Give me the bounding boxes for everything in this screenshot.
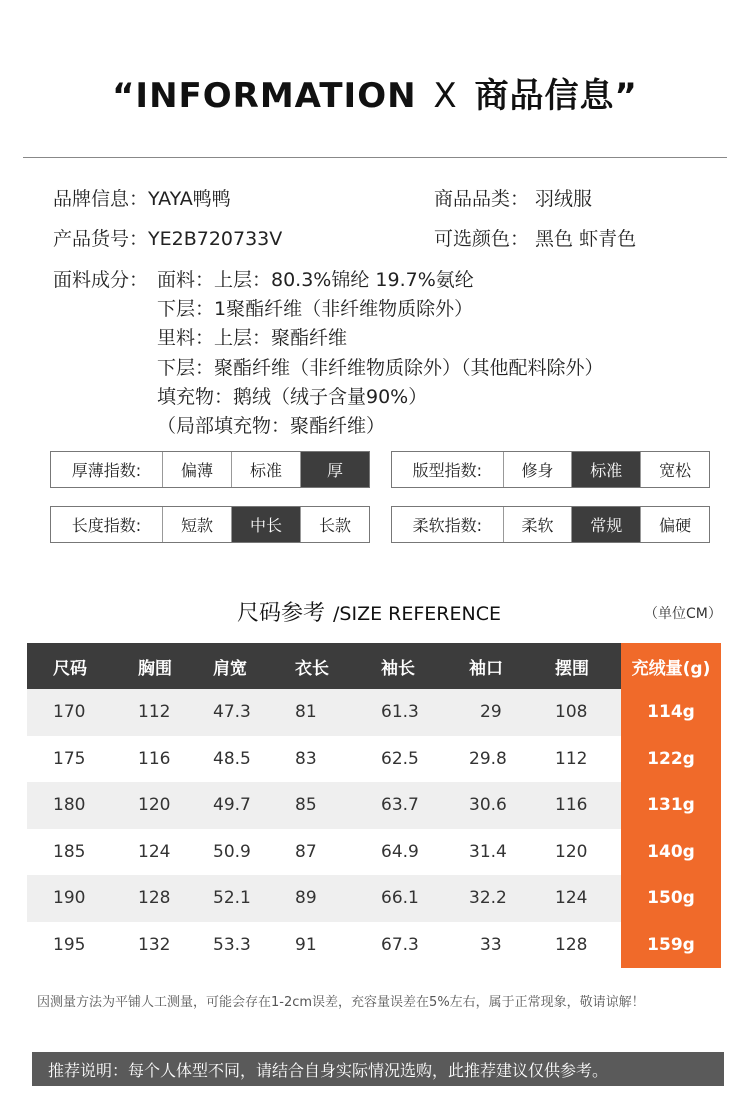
fit-index xyxy=(391,451,710,488)
table-row xyxy=(27,922,721,969)
fill-cell: 150g xyxy=(621,875,721,922)
index-option-selected: 厚 xyxy=(300,452,369,487)
table-cell: 50.9 xyxy=(213,841,251,862)
colors-info: 可选颜色： 黑色 虾青色 xyxy=(434,228,637,250)
index-option: 柔软 xyxy=(503,507,572,542)
table-cell: 170 xyxy=(53,702,86,723)
sku-info: 产品货号：YE2B720733V xyxy=(53,228,283,250)
fabric-line: （局部填充物：聚酯纤维） xyxy=(157,415,386,437)
table-cell: 112 xyxy=(138,702,171,723)
fabric-line: 填充物：鹅绒（绒子含量90%） xyxy=(157,386,428,408)
table-row xyxy=(27,829,721,876)
length-index xyxy=(50,506,370,543)
table-cell: 89 xyxy=(295,888,317,909)
table-row xyxy=(27,875,721,922)
table-cell: 132 xyxy=(138,934,171,955)
table-cell: 175 xyxy=(53,748,86,769)
brand-info: 品牌信息：YAYA鸭鸭 xyxy=(53,188,231,210)
unit-note: （单位CM） xyxy=(644,606,722,622)
table-row xyxy=(27,689,721,736)
table-cell: 128 xyxy=(138,888,171,909)
table-cell: 53.3 xyxy=(213,934,251,955)
table-cell: 195 xyxy=(53,934,86,955)
index-option: 长款 xyxy=(300,507,369,542)
table-cell: 63.7 xyxy=(381,795,419,816)
table-cell: 116 xyxy=(555,795,588,816)
table-row xyxy=(27,782,721,829)
header-cell: 胸围 xyxy=(138,658,172,679)
index-label: 长度指数: xyxy=(71,516,142,535)
table-cell: 29.8 xyxy=(469,748,507,769)
index-label: 版型指数: xyxy=(412,461,483,480)
fill-cell: 122g xyxy=(621,736,721,783)
header-cell: 袖口 xyxy=(469,658,503,679)
table-cell: 180 xyxy=(53,795,86,816)
category-info: 商品品类： 羽绒服 xyxy=(434,188,593,210)
table-cell: 30.6 xyxy=(469,795,507,816)
table-cell: 61.3 xyxy=(381,702,419,723)
index-label: 厚薄指数: xyxy=(71,461,142,480)
table-cell: 185 xyxy=(53,841,86,862)
table-cell: 81 xyxy=(295,702,317,723)
table-cell: 67.3 xyxy=(381,934,419,955)
divider xyxy=(23,157,727,158)
table-cell: 83 xyxy=(295,748,317,769)
table-cell: 64.9 xyxy=(381,841,419,862)
table-cell: 116 xyxy=(138,748,171,769)
header-cell: 袖长 xyxy=(381,658,415,679)
table-cell: 108 xyxy=(555,702,588,723)
fill-cell: 131g xyxy=(621,782,721,829)
title-en: “INFORMATION xyxy=(112,76,417,116)
size-table xyxy=(27,643,721,968)
index-option-selected: 标准 xyxy=(571,452,640,487)
index-option: 修身 xyxy=(503,452,572,487)
table-cell: 32.2 xyxy=(469,888,507,909)
table-cell: 91 xyxy=(295,934,317,955)
table-cell: 29 xyxy=(480,702,502,723)
header-cell: 衣长 xyxy=(295,658,329,679)
index-option-selected: 常规 xyxy=(571,507,640,542)
fill-cell: 114g xyxy=(621,689,721,736)
recommendation-text: 推荐说明：每个人体型不同，请结合自身实际情况选购，此推荐建议仅供参考。 xyxy=(48,1060,609,1080)
size-title xyxy=(237,596,501,627)
index-label: 柔软指数: xyxy=(412,516,483,535)
softness-index xyxy=(391,506,710,543)
recommendation-banner xyxy=(32,1052,724,1086)
table-cell: 124 xyxy=(138,841,171,862)
size-title-cn: 尺码参考 xyxy=(237,601,326,626)
table-header xyxy=(27,643,721,689)
thickness-index xyxy=(50,451,370,488)
table-cell: 33 xyxy=(480,934,502,955)
fill-cell: 159g xyxy=(621,922,721,969)
header-cell-fill: 充绒量(g) xyxy=(621,643,721,689)
fabric-line: 下层：1聚酯纤维（非纤维物质除外） xyxy=(157,298,474,320)
index-option: 宽松 xyxy=(640,452,709,487)
size-title-en: /SIZE REFERENCE xyxy=(333,603,501,625)
table-cell: 49.7 xyxy=(213,795,251,816)
table-cell: 112 xyxy=(555,748,588,769)
table-cell: 48.5 xyxy=(213,748,251,769)
fabric-line: 里料：上层：聚酯纤维 xyxy=(157,327,348,349)
fabric-line: 面料：上层：80.3%锦纶 19.7%氨纶 xyxy=(157,269,474,291)
table-cell: 62.5 xyxy=(381,748,419,769)
table-cell: 87 xyxy=(295,841,317,862)
measurement-note: 因测量方法为平铺人工测量，可能会存在1-2cm误差，充容量误差在5%左右，属于正常现象，敬请谅解！ xyxy=(37,995,645,1010)
table-cell: 66.1 xyxy=(381,888,419,909)
index-option-selected: 中长 xyxy=(231,507,300,542)
index-option: 偏薄 xyxy=(162,452,231,487)
table-cell: 31.4 xyxy=(469,841,507,862)
fill-cell: 140g xyxy=(621,829,721,876)
title-cn: 商品信息” xyxy=(474,76,638,116)
table-cell: 190 xyxy=(53,888,86,909)
table-cell: 52.1 xyxy=(213,888,251,909)
table-cell: 120 xyxy=(138,795,171,816)
table-cell: 124 xyxy=(555,888,588,909)
header-cell: 肩宽 xyxy=(213,658,247,679)
table-cell: 128 xyxy=(555,934,588,955)
table-cell: 47.3 xyxy=(213,702,251,723)
index-option: 标准 xyxy=(231,452,300,487)
table-cell: 120 xyxy=(555,841,588,862)
table-cell: 85 xyxy=(295,795,317,816)
fabric-line: 下层：聚酯纤维（非纤维物质除外）（其他配料除外） xyxy=(157,357,604,379)
header-cell: 摆围 xyxy=(555,658,589,679)
fabric-label: 面料成分： xyxy=(53,269,149,291)
header-cell: 尺码 xyxy=(53,658,87,679)
index-option: 短款 xyxy=(162,507,231,542)
table-row xyxy=(27,736,721,783)
title-separator: X xyxy=(433,76,458,116)
section-title xyxy=(0,68,750,117)
index-option: 偏硬 xyxy=(640,507,709,542)
